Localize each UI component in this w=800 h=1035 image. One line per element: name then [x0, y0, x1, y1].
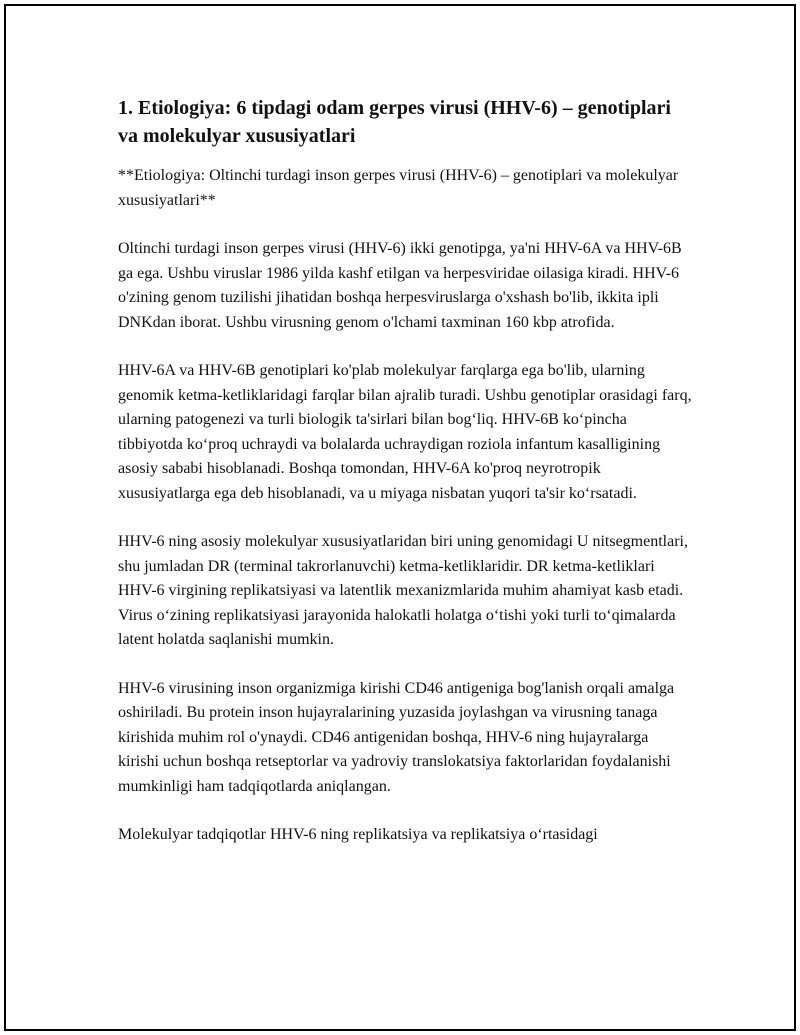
paragraph-molecular-features: HHV-6 ning asosiy molekulyar xususiyatlaridan biri uning genomidagi U nitsegmentlari, shu jumladan DR (terminal takrorlanuvchi) ketma-ketliklaridir. DR ketma-ketliklari HHV-6 virgining replikatsiyasi va latentlik mexanizmlarida muhim ahamiyat kasb etadi. Virus o‘zining replikatsiyasi jarayonida halokatli holatga o‘tishi yoki turli to‘qimalarda latent holatda saqlanishi mumkin.: [118, 533, 688, 648]
paragraph-cell-entry: HHV-6 virusining inson organizmiga kirishi CD46 antigeniga bog'lanish orqali amalga oshiriladi. Bu protein inson hujayralarining yuzasida joylashgan va virusning tanaga kirishida muhim rol o'ynaydi. CD46 antigenidan boshqa, HHV-6 ning hujayralarga kirishi uchun boshqa retseptorlar va yadroviy translokatsiya faktorlaridan foydalanishi mumkinligi ham tadqiqotlarda aniqlangan.: [118, 679, 675, 795]
paragraph-genotype-differences: HHV-6A va HHV-6B genotiplari ko'plab molekulyar farqlarga ega bo'lib, ularning genomik ketma-ketliklaridagi farqlar bilan ajralib turadi. Ushbu genotiplar orasidagi farq, ularning patogenezi va turli biologik ta'sirlari bilan bog‘liq. HHV-6B ko‘pincha tibbiyotda ko‘proq uchraydi va bolalarda uchraydigan roziola infantum kasalligining asosiy sababi hisoblanadi. Boshqa tomondan, HHV-6A ko'proq neyrotropik xususiyatlarga ega deb hisoblanadi, va u miyaga nisbatan yuqori ta'sir ko‘rsatadi.: [118, 362, 692, 502]
paragraph-molecular-research: Molekulyar tadqiqotlar HHV-6 ning replikatsiya va replikatsiya o‘rtasidagi: [118, 826, 598, 843]
section-heading: 1. Etiologiya: 6 tipdagi odam gerpes virusi (HHV-6) – genotiplari va molekulyar xususiyatlari: [118, 97, 671, 147]
paragraph-genotypes-intro: Oltinchi turdagi inson gerpes virusi (HHV-6) ikki genotipga, ya'ni HHV-6A va HHV-6B ga ega. Ushbu viruslar 1986 yilda kashf etilgan va herpesviridae oilasiga kiradi. HHV-6 o'zining genom tuzilishi jihatidan boshqa herpesviruslarga o'xshash bo'lib, ikkita ipli DNKdan iborat. Ushbu virusning genom o'lchami taxminan 160 kbp atrofida.: [118, 240, 682, 331]
paragraph-bold-title: **Etiologiya: Oltinchi turdagi inson gerpes virusi (HHV-6) – genotiplari va molekulyar xususiyatlari**: [118, 167, 679, 209]
document-body: [118, 94, 693, 872]
